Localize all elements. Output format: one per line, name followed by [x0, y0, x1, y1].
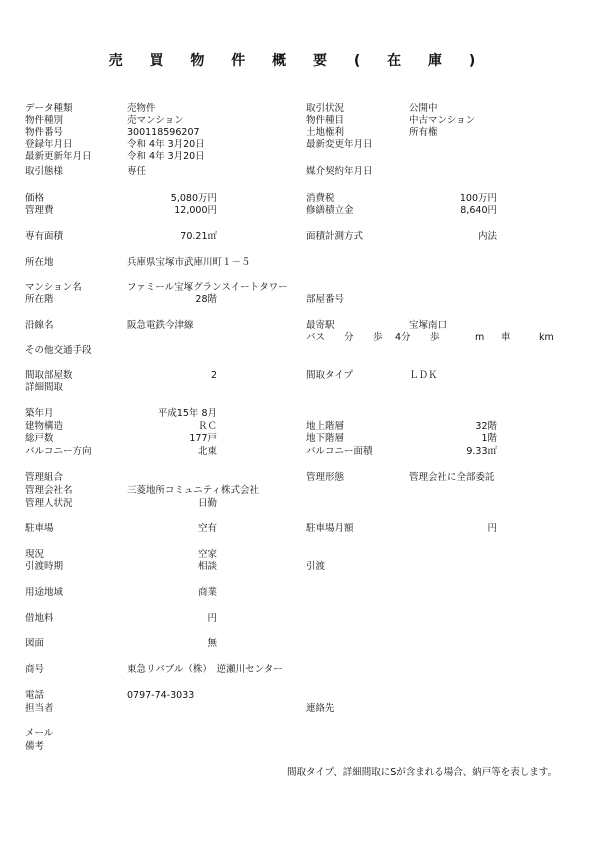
label-location: 所在地	[25, 257, 54, 268]
value-trade-name: 東急リバブル（株） 逆瀬川センター	[127, 664, 283, 675]
value-parking: 空有	[197, 523, 217, 534]
label-phone: 電話	[25, 690, 45, 701]
access-walk-minutes: 4分	[395, 332, 411, 343]
value-last-update-date: 令和 4年 3月20日	[127, 151, 205, 162]
label-data-type: データ種類	[25, 103, 73, 114]
value-management-company: 三菱地所コミュニティ株式会社	[127, 485, 260, 496]
label-price: 価格	[25, 193, 45, 204]
label-current-status: 現況	[25, 549, 45, 560]
value-property-item: 中古マンション	[409, 115, 476, 126]
label-room-count: 間取部屋数	[25, 370, 73, 381]
access-car-label: 車	[501, 332, 511, 343]
value-transaction-mode: 専任	[127, 166, 147, 177]
value-above-floors: 32階	[475, 421, 497, 432]
label-floor-plan: 図面	[25, 638, 45, 649]
value-nearest-station: 宝塚南口	[409, 320, 448, 331]
label-property-category: 物件種別	[25, 115, 64, 126]
value-balcony-area: 9.33㎡	[466, 446, 497, 457]
label-built-date: 築年月	[25, 408, 54, 419]
value-transaction-status: 公開中	[409, 103, 438, 114]
label-management-association: 管理組合	[25, 472, 64, 483]
label-transaction-mode: 取引態様	[25, 166, 64, 177]
label-other-transport: その他交通手段	[25, 345, 92, 356]
label-layout-detail: 詳細間取	[25, 382, 64, 393]
value-balcony-direction: 北東	[197, 446, 217, 457]
value-property-category: 売マンション	[127, 115, 184, 126]
value-management-fee: 12,000円	[174, 205, 217, 216]
value-land-rent: 円	[207, 613, 217, 624]
value-registration-date: 令和 4年 3月20日	[127, 139, 205, 150]
label-consumption-tax: 消費税	[306, 193, 335, 204]
access-meter-unit: m	[475, 332, 485, 343]
footnote: 間取タイプ、詳細間取にSが含まれる場合、納戸等を表します。	[286, 767, 557, 778]
label-last-change-date: 最新変更年月日	[306, 139, 373, 150]
value-built-date: 平成15年 8月	[157, 408, 217, 419]
label-transaction-status: 取引状況	[306, 103, 345, 114]
label-repair-reserve: 修繕積立金	[306, 205, 354, 216]
label-management-fee: 管理費	[25, 205, 54, 216]
value-location: 兵庫県宝塚市武庫川町１－５	[127, 257, 251, 268]
label-land-rent: 借地料	[25, 613, 54, 624]
value-repair-reserve: 8,640円	[460, 205, 497, 216]
value-manager-status: 日勤	[197, 498, 217, 509]
access-walk-label: 歩	[373, 332, 383, 343]
label-remarks: 備考	[25, 741, 45, 752]
value-total-units: 177戸	[189, 433, 217, 444]
label-person-in-charge: 担当者	[25, 703, 54, 714]
label-property-item: 物件種目	[306, 115, 345, 126]
label-balcony-area: バルコニー面積	[306, 446, 373, 457]
value-structure: ＲＣ	[197, 421, 217, 432]
label-email: メール	[25, 728, 54, 739]
value-property-number: 300118596207	[127, 127, 200, 138]
document-title: 売 買 物 件 概 要 ( 在 庫 )	[108, 53, 487, 69]
value-railway-line: 阪急電鉄今津線	[127, 320, 194, 331]
label-mansion-name: マンション名	[25, 282, 82, 293]
value-floor: 28階	[195, 294, 217, 305]
label-property-number: 物件番号	[25, 127, 64, 138]
value-land-rights: 所有権	[409, 127, 438, 138]
label-parking: 駐車場	[25, 523, 54, 534]
label-below-floors: 地下階層	[306, 433, 345, 444]
label-management-company: 管理会社名	[25, 485, 73, 496]
label-trade-name: 商号	[25, 664, 45, 675]
access-bus-minutes-unit: 分	[344, 332, 354, 343]
access-km-unit: km	[539, 332, 554, 343]
label-nearest-station: 最寄駅	[306, 320, 335, 331]
label-land-rights: 土地権利	[306, 127, 345, 138]
value-area-measurement: 内法	[477, 231, 497, 242]
value-below-floors: 1階	[481, 433, 497, 444]
access-walk2-label: 歩	[430, 332, 440, 343]
label-management-form: 管理形態	[306, 472, 345, 483]
label-last-update-date: 最新更新年月日	[25, 151, 92, 162]
label-railway-line: 沿線名	[25, 320, 54, 331]
label-floor: 所在階	[25, 294, 54, 305]
label-zoning: 用途地域	[25, 587, 64, 598]
label-above-floors: 地上階層	[306, 421, 345, 432]
value-parking-fee: 円	[487, 523, 497, 534]
value-current-status: 空家	[197, 549, 217, 560]
value-zoning: 商業	[197, 587, 217, 598]
label-brokerage-contract-date: 媒介契約年月日	[306, 166, 373, 177]
label-handover-time: 引渡時期	[25, 561, 64, 572]
value-layout-type: ＬＤＫ	[409, 370, 438, 381]
label-parking-fee: 駐車場月額	[306, 523, 354, 534]
value-management-form: 管理会社に全部委託	[409, 472, 495, 483]
value-mansion-name: ファミール宝塚グランスイートタワー	[127, 282, 288, 293]
access-bus-label: バス	[306, 332, 326, 343]
label-layout-type: 間取タイプ	[306, 370, 354, 381]
label-registration-date: 登録年月日	[25, 139, 73, 150]
value-phone: 0797-74-3033	[127, 690, 195, 701]
value-floor-plan: 無	[207, 638, 217, 649]
value-price: 5,080万円	[170, 193, 217, 204]
label-structure: 建物構造	[25, 421, 64, 432]
value-handover-time: 相談	[197, 561, 217, 572]
value-exclusive-area: 70.21㎡	[180, 231, 217, 242]
value-data-type: 売物件	[127, 103, 156, 114]
label-handover: 引渡	[306, 561, 326, 572]
label-total-units: 総戸数	[25, 433, 54, 444]
value-room-count: 2	[210, 370, 217, 381]
label-contact: 連絡先	[306, 703, 335, 714]
label-room-number: 部屋番号	[306, 294, 345, 305]
label-manager-status: 管理人状況	[25, 498, 73, 509]
label-exclusive-area: 専有面積	[25, 231, 64, 242]
label-area-measurement: 面積計測方式	[306, 231, 364, 242]
label-balcony-direction: バルコニー方向	[25, 446, 92, 457]
value-consumption-tax: 100万円	[459, 193, 497, 204]
